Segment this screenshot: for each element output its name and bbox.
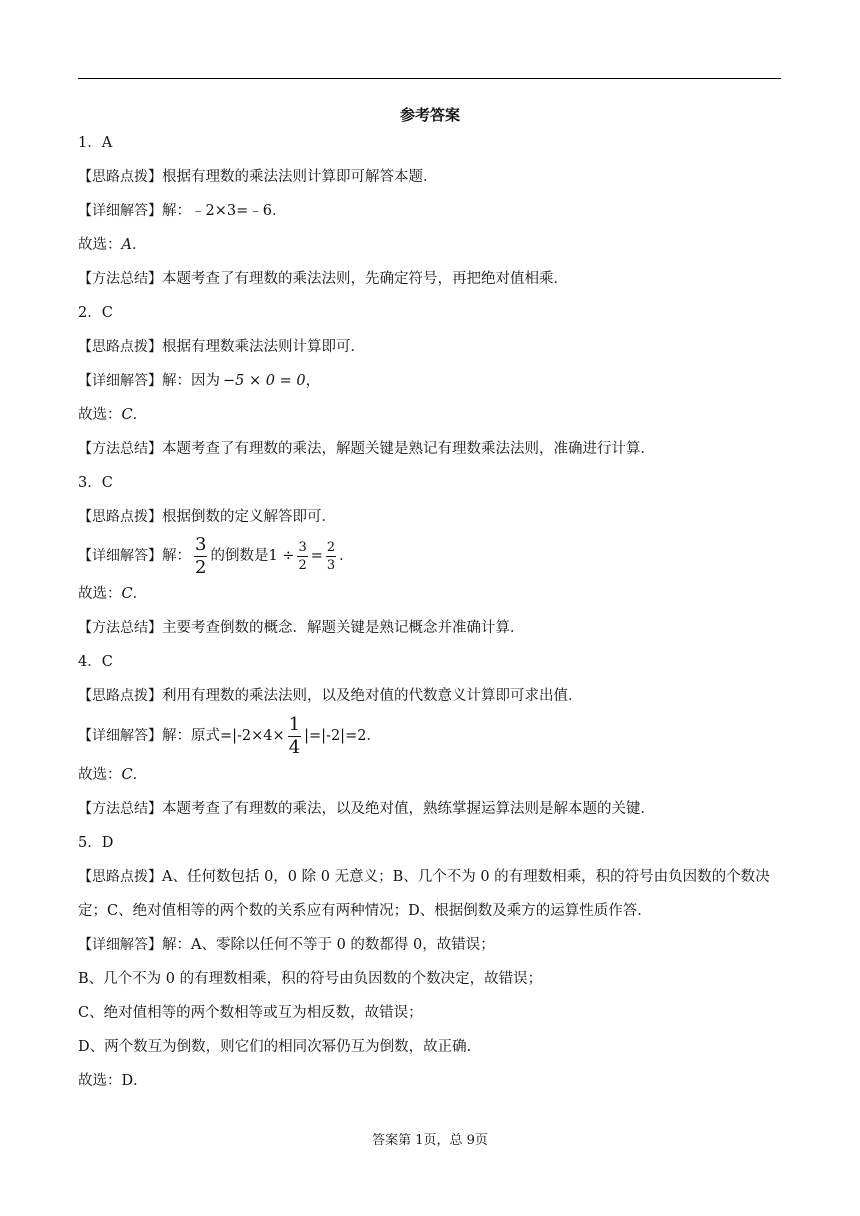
q5-detail-line4: D、两个数互为倒数，则它们的相同次幂仍互为倒数，故正确． (78, 1039, 482, 1055)
q3-detail-prefix: 解： (162, 548, 191, 564)
q1-choice (78, 235, 783, 255)
detail-label: 【详细解答】 (78, 937, 162, 953)
q1-detail-text: 解：﹣2×3=﹣6． (162, 203, 287, 219)
q1-hint (78, 167, 783, 187)
fraction-denominator: 3 (326, 557, 336, 573)
q5-detail (78, 935, 783, 955)
q4-head: 4．C (78, 654, 113, 670)
summary-label: 【方法总结】 (78, 271, 162, 287)
summary-label: 【方法总结】 (78, 801, 162, 817)
fraction-numerator: 1 (288, 713, 301, 735)
q1-choice-letter: A (121, 237, 132, 253)
hint-label: 【思路点拨】 (78, 169, 162, 185)
q4-detail-suffix: |=|-2|=2． (304, 728, 381, 744)
q1-hint-text: 根据有理数的乘法法则计算即可解答本题． (162, 169, 438, 185)
q1-detail (78, 201, 783, 221)
q3-hint (78, 507, 783, 527)
page-footer: 答案第 1页，总 9页 (372, 1133, 488, 1148)
q3-choice-letter: C (121, 586, 133, 602)
q5-detail-line1: 解：A、零除以任何不等于 0 的数都得 0，故错误； (162, 937, 495, 953)
q3-choice (78, 584, 783, 604)
q3-hint-text: 根据倒数的定义解答即可． (162, 509, 336, 525)
q5-detail-line3: C、绝对值相等的两个数相等或互为相反数，故错误； (78, 1005, 423, 1021)
q3-summary-text: 主要考查倒数的概念．解题关键是熟记概念并准确计算． (162, 620, 525, 636)
q4-fraction-quarter (288, 713, 301, 758)
choice-prefix: 故选： (78, 767, 122, 783)
q4-summary (78, 799, 783, 819)
detail-label: 【详细解答】 (78, 373, 162, 389)
q5-head: 5．D (78, 835, 114, 851)
q4-summary-text: 本题考查了有理数的乘法，以及绝对值，熟练掌握运算法则是解本题的关键． (162, 801, 655, 817)
q3-detail (78, 534, 783, 578)
q4-detail-prefix: 解：原式=|-2×4× (162, 728, 285, 744)
q2-summary (78, 439, 783, 459)
q5-detail-line2: B、几个不为 0 的有理数相乘，积的符号由负因数的个数决定，故错误； (78, 971, 543, 987)
fraction-denominator: 2 (195, 556, 207, 578)
q2-hint-text: 根据有理数乘法法则计算即可． (162, 339, 365, 355)
q3-fraction-result (326, 541, 336, 572)
q3-detail-end: ． (339, 548, 354, 564)
hint-label: 【思路点拨】 (78, 339, 162, 355)
fraction-numerator: 3 (298, 539, 307, 555)
q5-hint-line1: A、任何数包括 0，0 除 0 无意义；B、几个不为 0 的有理数相乘，积的符号由负因数的个数决 (162, 869, 770, 885)
q2-detail-prefix: 解：因为 (162, 373, 220, 389)
q5-hint-line2: 定；C、绝对值相等的两个数的关系应有两种情况；D、根据倒数及乘方的运算性质作答． (78, 903, 652, 919)
q4-detail (78, 714, 783, 758)
q2-hint (78, 337, 783, 357)
q2-detail-suffix: ， (305, 373, 321, 389)
hint-label: 【思路点拨】 (78, 688, 162, 704)
q3-fraction-divisor (297, 541, 307, 572)
choice-prefix: 故选： (78, 237, 122, 253)
choice-prefix: 故选： (78, 407, 122, 423)
q3-detail-mid: 的倒数是 (210, 548, 269, 564)
q4-choice-letter: C (121, 767, 133, 783)
q2-choice-letter: C (121, 407, 133, 423)
choice-suffix: ． (132, 767, 148, 783)
q4-hint-text: 利用有理数的乘法法则，以及绝对值的代数意义计算即可求出值． (162, 688, 583, 704)
detail-label: 【详细解答】 (78, 203, 162, 219)
q4-hint (78, 686, 783, 706)
choice-suffix: ． (132, 407, 148, 423)
q2-detail (78, 371, 783, 391)
fraction-numerator: 2 (326, 539, 336, 555)
q5-choice: 故选：D． (78, 1073, 148, 1089)
q2-detail-math: −5 × 0 = 0 (223, 373, 306, 389)
q3-head: 3．C (78, 475, 113, 491)
choice-suffix: ． (132, 586, 148, 602)
hint-label: 【思路点拨】 (78, 509, 162, 525)
q1-summary-text: 本题考查了有理数的乘法法则，先确定符号，再把绝对值相乘． (162, 271, 568, 287)
fraction-denominator: 2 (298, 557, 307, 573)
hint-label: 【思路点拨】 (78, 869, 162, 885)
page-title: 参考答案 (399, 106, 460, 124)
q1-head: 1．A (78, 135, 113, 151)
q2-summary-text: 本题考查了有理数的乘法，解题关键是熟记有理数乘法法则，准确进行计算． (162, 441, 655, 457)
detail-label: 【详细解答】 (78, 548, 162, 564)
summary-label: 【方法总结】 (78, 441, 162, 457)
choice-prefix: 故选： (78, 586, 122, 602)
fraction-numerator: 3 (195, 533, 207, 555)
q3-fraction-three-halves (194, 533, 207, 578)
q3-math-lead: 1 ÷ (268, 548, 295, 564)
choice-suffix: ． (131, 237, 147, 253)
q2-choice (78, 405, 783, 425)
fraction-denominator: 4 (288, 736, 301, 758)
detail-label: 【详细解答】 (78, 728, 162, 744)
q4-choice (78, 765, 783, 785)
q1-summary (78, 269, 783, 289)
q3-summary (78, 618, 783, 638)
q3-math-eq: = (310, 548, 323, 564)
q5-hint (78, 867, 783, 887)
q2-head: 2．C (78, 305, 113, 321)
summary-label: 【方法总结】 (78, 620, 162, 636)
header-rule (78, 78, 781, 79)
